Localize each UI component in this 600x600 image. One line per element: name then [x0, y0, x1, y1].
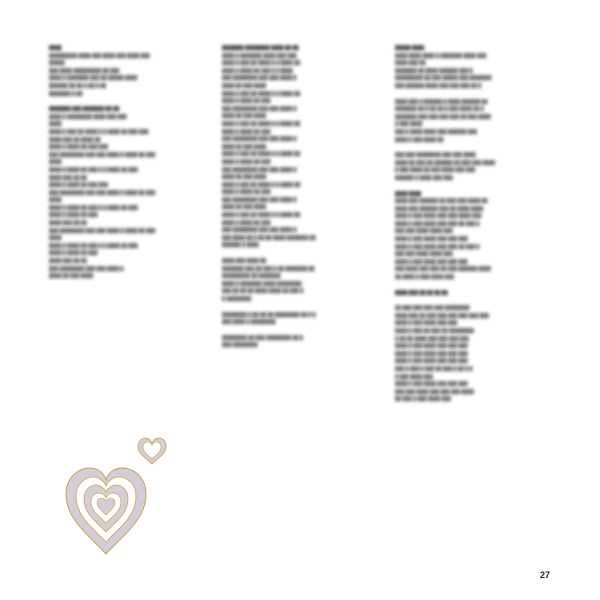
text-line: ███ ███ ████ ████ ███ [395, 251, 453, 257]
section-heading: ████ [49, 45, 62, 50]
paragraph-gap [49, 97, 199, 105]
text-line: ████ ██ ███ ████ [49, 273, 94, 279]
paragraph-gap [222, 326, 372, 334]
text-line: ███ █ ███ █ ███ ██ ███ █ ██ █ █ [395, 365, 473, 371]
text-line: ████ ███ ██ [395, 60, 426, 66]
text-line: ████ ██ ███ ██ ██████ ██ ███ ███ ████ [395, 159, 495, 165]
text-line: ████ ██ ███ ████ [222, 143, 267, 149]
text-line: ████ █ ████████ ████ ███ ███ [49, 113, 127, 119]
text-line: ████ █ ████ ██ ███ [222, 219, 271, 225]
text-line: ███████ █ ██ [49, 90, 83, 96]
text-line: ███ ████████ ███ ███ ████ █ [222, 136, 297, 142]
text-line: ████ █ ███ ████ ███ ███ ███ [395, 236, 468, 242]
text-line: ████████ ██ ███ ████████ ██ █ [222, 334, 303, 340]
text-line: ███ ████ ██ █ ██ ██ ████ ███████ ██ [222, 234, 316, 240]
text-line: █ ███ ████ ██ ███ ████ ███ ███ [395, 167, 476, 173]
text-line: ███ ██ ██ ██ ████ ████ ██ ███ █ [222, 288, 304, 294]
paragraph-gap [222, 303, 372, 311]
text-line: ███ █ ████ ████ ███ ██████ ███ [395, 128, 477, 134]
text-line: ███ ███ ████████ ███ ███ ████ [395, 152, 476, 158]
text-line: ████ █ ███ ████ ███ ███ ██ ███ █ [395, 243, 480, 249]
section-heading: █████ ████ [395, 45, 425, 50]
text-line: ███ ███ ████ ███ ███ ███ ████ [395, 388, 474, 394]
section-heading: ███████ ███ ███████ ██ ██ [49, 106, 120, 112]
text-line: ████ █ ███████ ████ ███ ███ [222, 52, 297, 58]
text-line: ███ ████████ ███ ███ ████ █ [222, 105, 297, 111]
text-line: █████ [49, 60, 65, 66]
text-line: ████ █ ████ ██ ███ █ █ ████ [222, 67, 293, 73]
text-line: ████ [49, 121, 62, 127]
text-line: ████ █ ███ ████ ███ ███ ███ [395, 350, 468, 356]
text-line: ████ █ ███ ████ ███ ███ ████ ███ [395, 213, 482, 219]
text-line: ████ █ ███ ██ ████ █ █ ████ ██ [222, 60, 301, 66]
small-heart-icon [138, 438, 166, 464]
text-column-middle [222, 44, 372, 349]
text-line: ████ ███ █ ██████ █ ████ ██████ ██ [395, 98, 488, 104]
text-line: ████ █ ████ ██ ███ [222, 189, 271, 195]
text-line: ████ [49, 197, 62, 203]
text-line: ████ ███ ██ ██ [49, 220, 87, 226]
text-line: ███████ ███ ██ ███ █ ██ ███████ ██ [222, 265, 315, 271]
text-line: ████ █ ███ ██ ████ █ █ ████ ██ [222, 212, 301, 218]
text-line: █ ██ ██ ████ ███ ███ ███ ███ [395, 335, 469, 341]
text-line: ███ ███ ████ ████ ███ [395, 228, 453, 234]
paragraph-gap [395, 281, 545, 289]
text-line: ██████ ██ ██ █ ██ █ ██ [49, 82, 107, 88]
text-line: █ ████████ [222, 296, 252, 301]
text-line: █████████ ██ ███████ [222, 273, 281, 279]
text-line: ████ ███ ████ ██ [222, 258, 267, 264]
text-line: ████ █ ███ ██ ████ █ █ ████ ██ [222, 151, 301, 157]
text-line: ████ ███ ██████ ███ ██ ████ ████ [395, 205, 484, 211]
paragraph-gap [395, 182, 545, 190]
text-line: ████ █ ███ ████ ██ [395, 136, 444, 142]
text-line: ████ █ ████ ██ ███ [49, 250, 98, 256]
text-line: ███ ████████ ███ ███ ████ █ [222, 196, 297, 202]
text-line: ███ ████ ███ ███ ██ ███ ██████ ████ [395, 266, 491, 272]
text-line: ███████ ██ █ ██ ██ █ ███ ████ ██ █ [395, 106, 484, 112]
text-line: ████ █ ███ ██ ████ █ █ ████ ██ [222, 120, 301, 126]
paragraph-gap [222, 249, 372, 257]
text-line: ███ ████████ ███ ███ ████ █ [222, 227, 297, 233]
paragraph-gap [395, 143, 545, 151]
text-line: ████ ███ ██████ ██ ███ ███ ████ ██ [395, 198, 488, 204]
text-line: ██████ █ ████ ███ ███ [395, 174, 453, 180]
text-line: ████ █ ███ ████ ███ ███ ███ [395, 358, 468, 364]
text-line: ████ █ ███████ ███ ██ █████ ████ [49, 75, 138, 81]
text-line: ███ ██████ ████ ███ ███ ███ ██ █ [395, 82, 482, 88]
text-line: █ ███ ████ [395, 121, 423, 127]
text-line: ████ ███ ██ ████ ██ [49, 136, 101, 142]
text-line: ████ █ ████ ██ ███ █ █ ████ ██ ███ [49, 166, 138, 172]
text-line: ███████ ███ ███ ███ ███ ██ ███ ████ [395, 113, 491, 119]
text-line: ████ █ ███ ██ ███ ██ ████████ [395, 328, 474, 333]
text-line: ████ █ ████ ██ ███ [222, 158, 271, 164]
text-line: ██████ █ ████ [222, 242, 259, 248]
text-column-left [49, 44, 199, 280]
text-line: ████ █ ████ ██ ███ [222, 128, 271, 134]
text-line: ██ ███ █ ███ ████ ███ [395, 396, 451, 402]
text-line: ████ ███ ██ ███ ███ ███ ███ ███ ███ [395, 312, 489, 318]
text-line: ████ ██ ███ ████ [222, 82, 267, 88]
text-line: ████ █ ████ ██ ███ █ █ ████ ██ ███ [49, 242, 138, 248]
text-line: ████ █ ███ ████ ███ ███ [395, 320, 458, 326]
text-line: ██ ███ ███ ███ ███ ████████ [395, 305, 470, 311]
text-line: ████ █ ████ ██ ███ [49, 212, 98, 218]
section-heading: ███████ ████████ ████ ██ ██ [222, 45, 299, 50]
text-line: ███ ████ █████████ ██ ███ [49, 67, 120, 73]
hearts-illustration [60, 432, 180, 562]
section-heading: ████ ███ ██ ██ ██ ██ [395, 289, 448, 295]
text-line: ████ [49, 235, 62, 241]
text-line: ████ █ ████ ██ ███ ███ [49, 144, 108, 150]
paragraph-gap [395, 90, 545, 98]
page-number: 27 [540, 570, 551, 580]
text-line: ████ ██ ███ ████ [222, 204, 267, 210]
text-line: ████ ██ ███ ████ [222, 174, 267, 180]
text-line: █████████ ████ ███ ████ ███ ████ ███ [49, 52, 150, 58]
text-line: ████ ███ ██ ██ [49, 174, 87, 180]
text-line: ████ █ ███ ████ ███ ███ ███ [395, 343, 468, 349]
text-line: ██ ████ █ ███ ████ ███ [395, 274, 454, 280]
text-line: ████████ █ ██ ██ ██ ████████ ██ █ █ [222, 311, 316, 317]
text-line: ███ ████████ ███ ███ ████ █ ████ ██ ███ [49, 227, 156, 233]
text-line: █████████ ██ ███ █████ ███ ███████ [395, 75, 492, 81]
text-line: ████ ██ ███ ████ [222, 113, 267, 119]
text-line: ████ [49, 159, 62, 165]
text-line: ████ █ ███ ██ ████ █ █ ████ ██ [222, 90, 301, 96]
text-line: ████ █ ███ ██ ████ █ █ ████ ██ ███ ███ [49, 128, 149, 134]
text-line: ████ ████ ████ █ ███████ ████ ███ [395, 52, 487, 58]
text-line: ███ ████████ ███ ███ ████ █ ████ ██ ███ [49, 151, 156, 157]
text-line: ███ ████████ [222, 342, 258, 348]
text-line: ████ █ ████ ██ ███ █ █ ████ ██ ███ [49, 204, 138, 210]
text-line: ████ █ ███████ ████ ████████ [222, 280, 302, 286]
text-line: ████ ███ ██ ██ [49, 258, 87, 264]
text-line: █ ███ ████ ███ [395, 373, 433, 379]
text-line: ████ █ ███ ████ ███ ███ ███ [395, 258, 468, 264]
text-line: ████ █ ███ ████ ███ ███ ███ [395, 381, 468, 387]
paragraph-gap [395, 296, 545, 304]
text-line: ███ ████████ ███ ███ ████ █ [49, 265, 124, 271]
section-heading: ████ ████ [395, 190, 422, 196]
text-line: ████ █ ███ ██ ████ █ █ ████ ██ [222, 181, 301, 187]
nested-hearts-icon [66, 468, 146, 554]
text-line: ████ █ ████ ██ ███ [222, 98, 271, 104]
text-line: ███ ████████ ███ ███ ████ █ ████ ██ ███ [49, 189, 156, 195]
text-line: ████ █ ███ ████ ███ ███ ██ ███ █ [395, 220, 480, 226]
text-line: ███ ████ █ ████████ [222, 319, 276, 325]
text-line: ███ ████████ ███ ███ ████ █ [222, 75, 297, 81]
text-line: ███ ████████ ███ ███ ████ █ [222, 166, 297, 172]
text-column-right [395, 44, 545, 403]
text-line: ████ █ ████ ██ ███ ███ [49, 182, 108, 188]
text-line: ███████ ██ ████ ██████ ███ █ [395, 67, 473, 73]
